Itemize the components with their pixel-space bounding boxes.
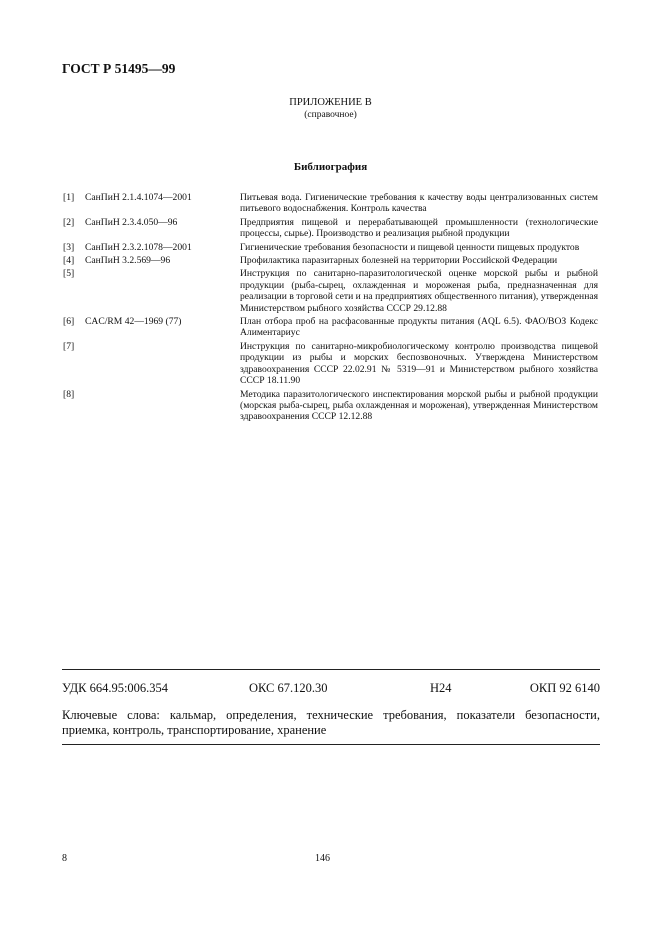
document-header: ГОСТ Р 51495—99	[62, 61, 176, 76]
ref-number: [4]	[63, 255, 75, 267]
ref-code: СанПиН 2.1.4.1074—2001	[85, 192, 192, 203]
group-code: Н24	[430, 681, 452, 695]
bibliography-item	[63, 316, 603, 339]
divider-top	[62, 669, 600, 670]
bibliography-item	[63, 192, 603, 215]
ref-code: СанПиН 2.3.4.050—96	[85, 216, 178, 228]
ref-title: План отбора проб на расфасованные продукты питания (AQL 6.5). ФАО/ВОЗ Кодекс Алиментариус	[240, 316, 598, 339]
ref-title: Методика паразитологического инспектирования морской рыбы и рыбной продукции (морская рыба-сырец, рыба охлажденная и мороженая), утвержденная Министерством здравоохранения СССР 12.12.88	[240, 388, 598, 423]
ref-number: [5]	[63, 268, 75, 280]
ref-code: CAC/RM 42—1969 (77)	[85, 316, 182, 328]
appendix-subtitle: (справочное)	[304, 110, 357, 120]
bibliography-item	[63, 268, 603, 314]
bibliography-list	[63, 192, 603, 425]
ref-number: [3]	[63, 241, 75, 253]
bibliography-item	[63, 389, 603, 423]
keywords-text: Ключевые слова: кальмар, определения, технические требования, показатели безопасности, приемка, контроль, транспортирование, хранение	[62, 708, 600, 737]
ref-code: СанПиН 2.3.2.1078—2001	[85, 241, 192, 253]
bibliography-item	[63, 217, 603, 240]
page-sequence-number: 146	[315, 853, 330, 864]
ref-title: Инструкция по санитарно-паразитологической оценке морской рыбы и рыбной продукции (рыба-сырец, охлажденная и мороженая рыба, предназначенная для реализации в торговой сети и на предприятиях общественного питания), утвержденная Министерством рыбного хозяйства СССР 29.12.88	[240, 268, 598, 314]
page-number: 8	[62, 853, 67, 864]
classification-codes	[62, 681, 600, 697]
okp-code: ОКП 92 6140	[529, 681, 600, 695]
appendix-title: ПРИЛОЖЕНИЕ В	[289, 97, 372, 108]
ref-number: [6]	[63, 316, 75, 328]
oks-code: ОКС 67.120.30	[249, 681, 328, 695]
bibliography-item	[63, 242, 603, 253]
ref-title: Профилактика паразитарных болезней на территории Российской Федерации	[240, 255, 558, 267]
ref-number: [7]	[63, 340, 75, 352]
ref-code	[85, 341, 240, 387]
divider-bottom	[62, 744, 600, 745]
ref-code	[85, 268, 240, 314]
bibliography-item	[63, 341, 603, 387]
ref-number: [8]	[63, 388, 75, 400]
ref-code: СанПиН 3.2.569—96	[85, 255, 171, 267]
ref-title: Питьевая вода. Гигиенические требования к качеству воды централизованных систем питьевого водоснабжения. Контроль качества	[240, 192, 598, 215]
appendix-heading	[0, 97, 661, 121]
bibliography-item	[63, 255, 603, 266]
udk-code: УДК 664.95:006.354	[62, 681, 169, 695]
ref-title: Гигиенические требования безопасности и пищевой ценности пищевых продуктов	[240, 241, 580, 253]
ref-number: [2]	[63, 216, 75, 228]
bibliography-title: Библиография	[293, 161, 368, 173]
ref-number: [1]	[63, 192, 75, 203]
ref-title: Предприятия пищевой и перерабатывающей промышленности (технологические процессы, сырье). Производство и реализация рыбной продукции	[240, 216, 598, 240]
ref-code	[85, 389, 240, 423]
ref-title: Инструкция по санитарно-микробиологическому контролю производства пищевой продукции из рыбы и морских беспозвоночных. Утверждена Министерством здравоохранения СССР 22.02.91 № 5319—91 и Министерством рыбного хозяйства СССР 18.11.90	[240, 340, 598, 387]
